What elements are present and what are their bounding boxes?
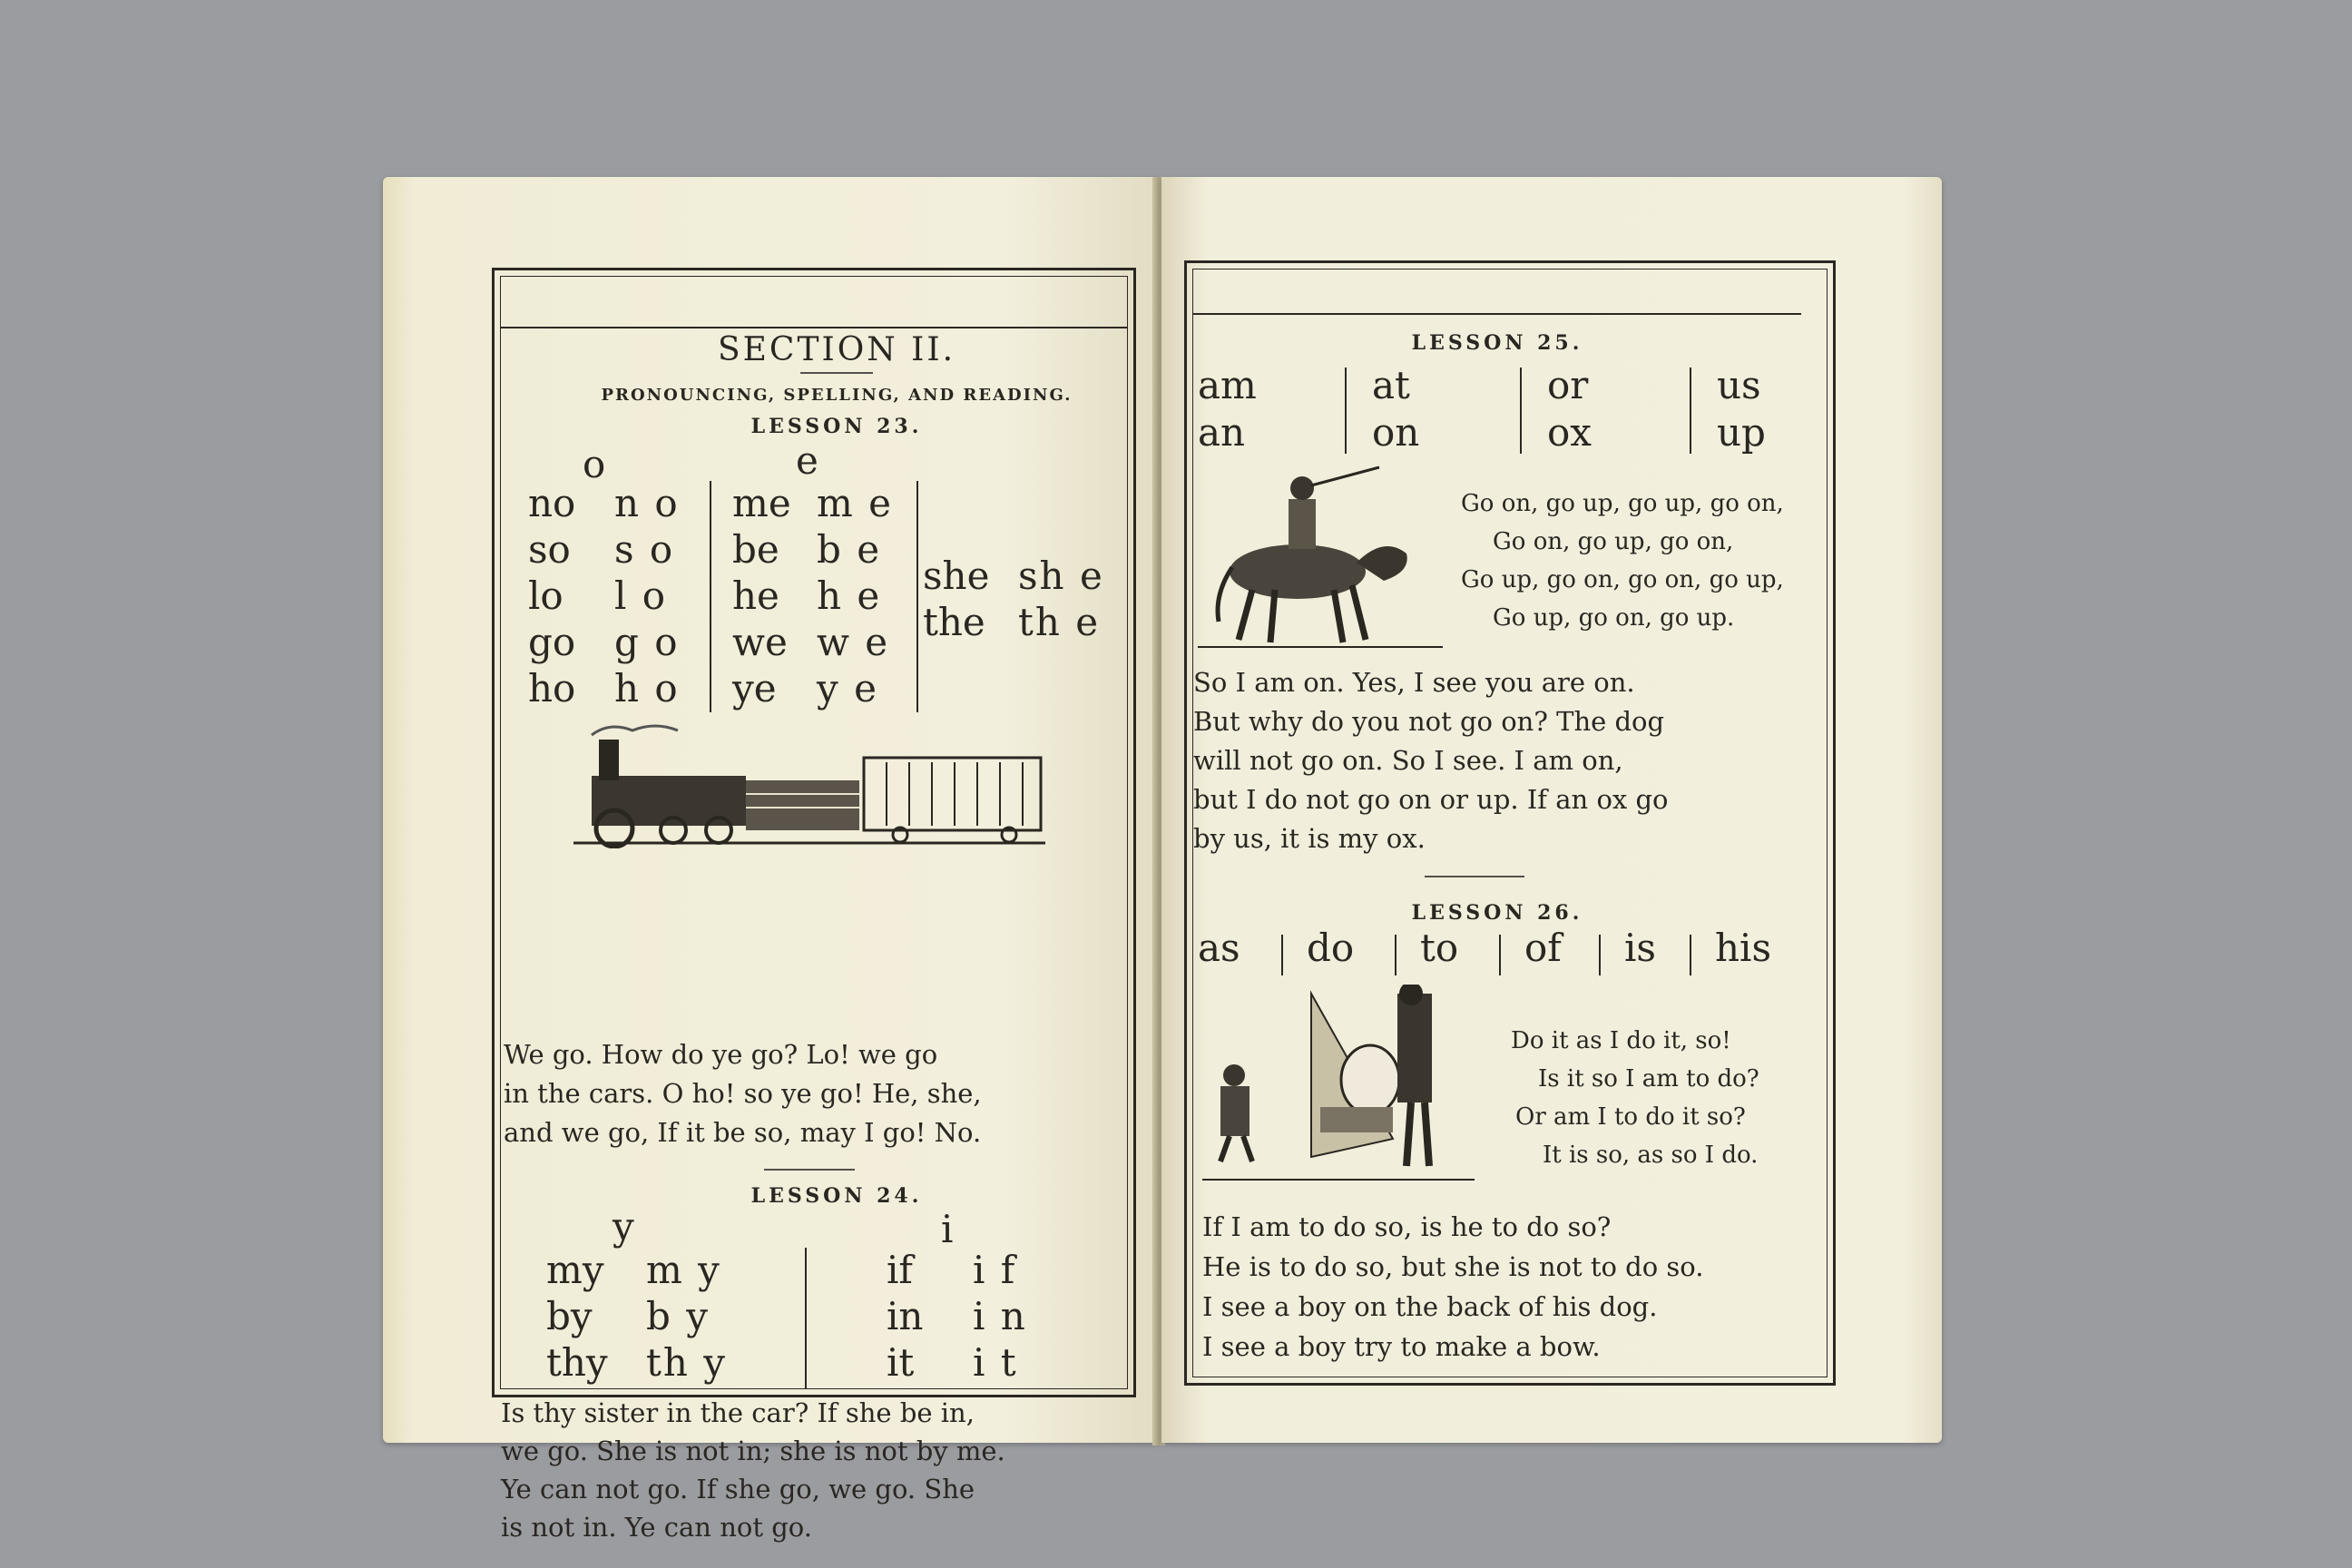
word: by: [546, 1294, 593, 1338]
word: so: [528, 527, 571, 572]
text-line: and we go, If it be so, may I go! No.: [504, 1117, 982, 1148]
text-line: But why do you not go on? The dog: [1193, 706, 1665, 737]
word: in: [887, 1294, 924, 1338]
spelled-word: g o: [614, 620, 680, 664]
left-header-rule: [501, 327, 1127, 328]
word: be: [732, 527, 779, 572]
text-line: is not in. Ye can not go.: [501, 1512, 812, 1543]
word: up: [1717, 410, 1766, 455]
lesson-24-title: LESSON 24.: [750, 1184, 923, 1208]
word: ye: [732, 666, 777, 710]
spelled-word: b y: [646, 1294, 710, 1338]
text-line: So I am on. Yes, I see you are on.: [1193, 667, 1635, 698]
key-letter-y: y: [612, 1204, 635, 1249]
verse-line: Go on, go up, go up, go on,: [1461, 490, 1784, 517]
section-subtitle: PRONOUNCING, SPELLING, AND READING.: [601, 386, 1073, 405]
word: go: [528, 620, 576, 664]
spelled-word: w e: [817, 620, 890, 664]
column-divider: [1690, 935, 1691, 975]
spelled-word: th y: [646, 1340, 728, 1385]
text-line: If I am to do so, is he to do so?: [1202, 1211, 1612, 1242]
word: if: [887, 1248, 913, 1292]
key-letter-e: e: [796, 438, 819, 483]
word: ox: [1547, 410, 1592, 455]
word: am: [1198, 363, 1257, 407]
verse-line: Go up, go on, go up.: [1493, 604, 1735, 632]
word: she: [923, 554, 990, 598]
word: do: [1307, 926, 1355, 970]
word: as: [1198, 926, 1240, 970]
word: we: [732, 620, 788, 664]
word: me: [732, 481, 791, 525]
boy-and-man-illustration: [1202, 985, 1479, 1202]
column-divider: [1395, 935, 1396, 975]
text-line: by us, it is my ox.: [1193, 823, 1426, 854]
spelled-word: sh e: [1018, 554, 1104, 598]
left-page: [383, 177, 1159, 1543]
section-title: SECTION II.: [717, 331, 956, 368]
text-line: will not go on. So I see. I am on,: [1193, 745, 1623, 776]
text-line: in the cars. O ho! so ye go! He, she,: [504, 1078, 982, 1109]
spelled-word: h e: [817, 573, 882, 618]
word: or: [1547, 363, 1589, 407]
column-divider: [1281, 935, 1283, 975]
text-line: We go. How do ye go? Lo! we go: [504, 1039, 938, 1070]
column-divider: [1690, 368, 1691, 454]
spelled-word: i t: [973, 1340, 1018, 1385]
word: is: [1624, 926, 1656, 970]
word: his: [1715, 926, 1772, 970]
word: on: [1372, 410, 1420, 455]
word: no: [528, 481, 576, 525]
text-line: Ye can not go. If she go, we go. She: [501, 1474, 975, 1504]
text-line: we go. She is not in; she is not by me.: [501, 1436, 1005, 1466]
lesson-25-title: LESSON 25.: [1411, 331, 1583, 355]
word: thy: [546, 1340, 608, 1385]
verse-line: Is it so I am to do?: [1538, 1065, 1759, 1093]
word: at: [1372, 363, 1410, 407]
verse-line: Go up, go on, go on, go up,: [1461, 566, 1784, 593]
column-divider: [1520, 368, 1522, 454]
spelled-word: i f: [973, 1248, 1017, 1292]
right-page: [1161, 177, 1942, 1443]
word: ho: [528, 666, 576, 710]
spelled-word: i n: [973, 1294, 1027, 1338]
spelled-word: m y: [646, 1248, 721, 1292]
spelled-word: l o: [614, 573, 668, 618]
text-line: He is to do so, but she is not to do so.: [1202, 1251, 1704, 1282]
verse-line: It is so, as so I do.: [1543, 1142, 1759, 1169]
spelled-word: m e: [817, 481, 894, 525]
verse-line: Go on, go up, go on,: [1493, 528, 1734, 555]
word: my: [546, 1248, 604, 1292]
verse-line: Or am I to do it so?: [1515, 1103, 1746, 1131]
spelled-word: s o: [614, 527, 675, 572]
word: to: [1420, 926, 1459, 970]
text-line: I see a boy try to make a bow.: [1202, 1331, 1601, 1362]
word: an: [1198, 410, 1246, 455]
key-letter-o: o: [583, 442, 607, 486]
word: the: [923, 600, 985, 644]
lesson-26-title: LESSON 26.: [1411, 901, 1583, 925]
word: lo: [528, 573, 564, 618]
word: of: [1524, 926, 1562, 970]
word: us: [1717, 363, 1761, 407]
open-book: [383, 177, 1957, 1543]
right-header-rule: [1193, 313, 1801, 315]
word: it: [887, 1340, 915, 1385]
column-divider: [1345, 368, 1347, 454]
text-line: I see a boy on the back of his dog.: [1202, 1291, 1658, 1322]
verse-line: Do it as I do it, so!: [1511, 1027, 1731, 1054]
spelled-word: n o: [614, 481, 680, 525]
column-divider: [1499, 935, 1501, 975]
column-divider: [1599, 935, 1601, 975]
spelled-word: b e: [817, 527, 882, 572]
lesson-23-title: LESSON 23.: [750, 415, 923, 438]
spelled-word: th e: [1018, 600, 1101, 644]
train-illustration: [573, 721, 1045, 848]
boy-riding-dog-illustration: [1198, 463, 1443, 653]
text-line: but I do not go on or up. If an ox go: [1193, 784, 1669, 815]
spelled-word: h o: [614, 666, 680, 710]
text-line: Is thy sister in the car? If she be in,: [501, 1397, 975, 1428]
word: he: [732, 573, 779, 618]
key-letter-i: i: [941, 1207, 955, 1251]
spelled-word: y e: [817, 666, 878, 710]
